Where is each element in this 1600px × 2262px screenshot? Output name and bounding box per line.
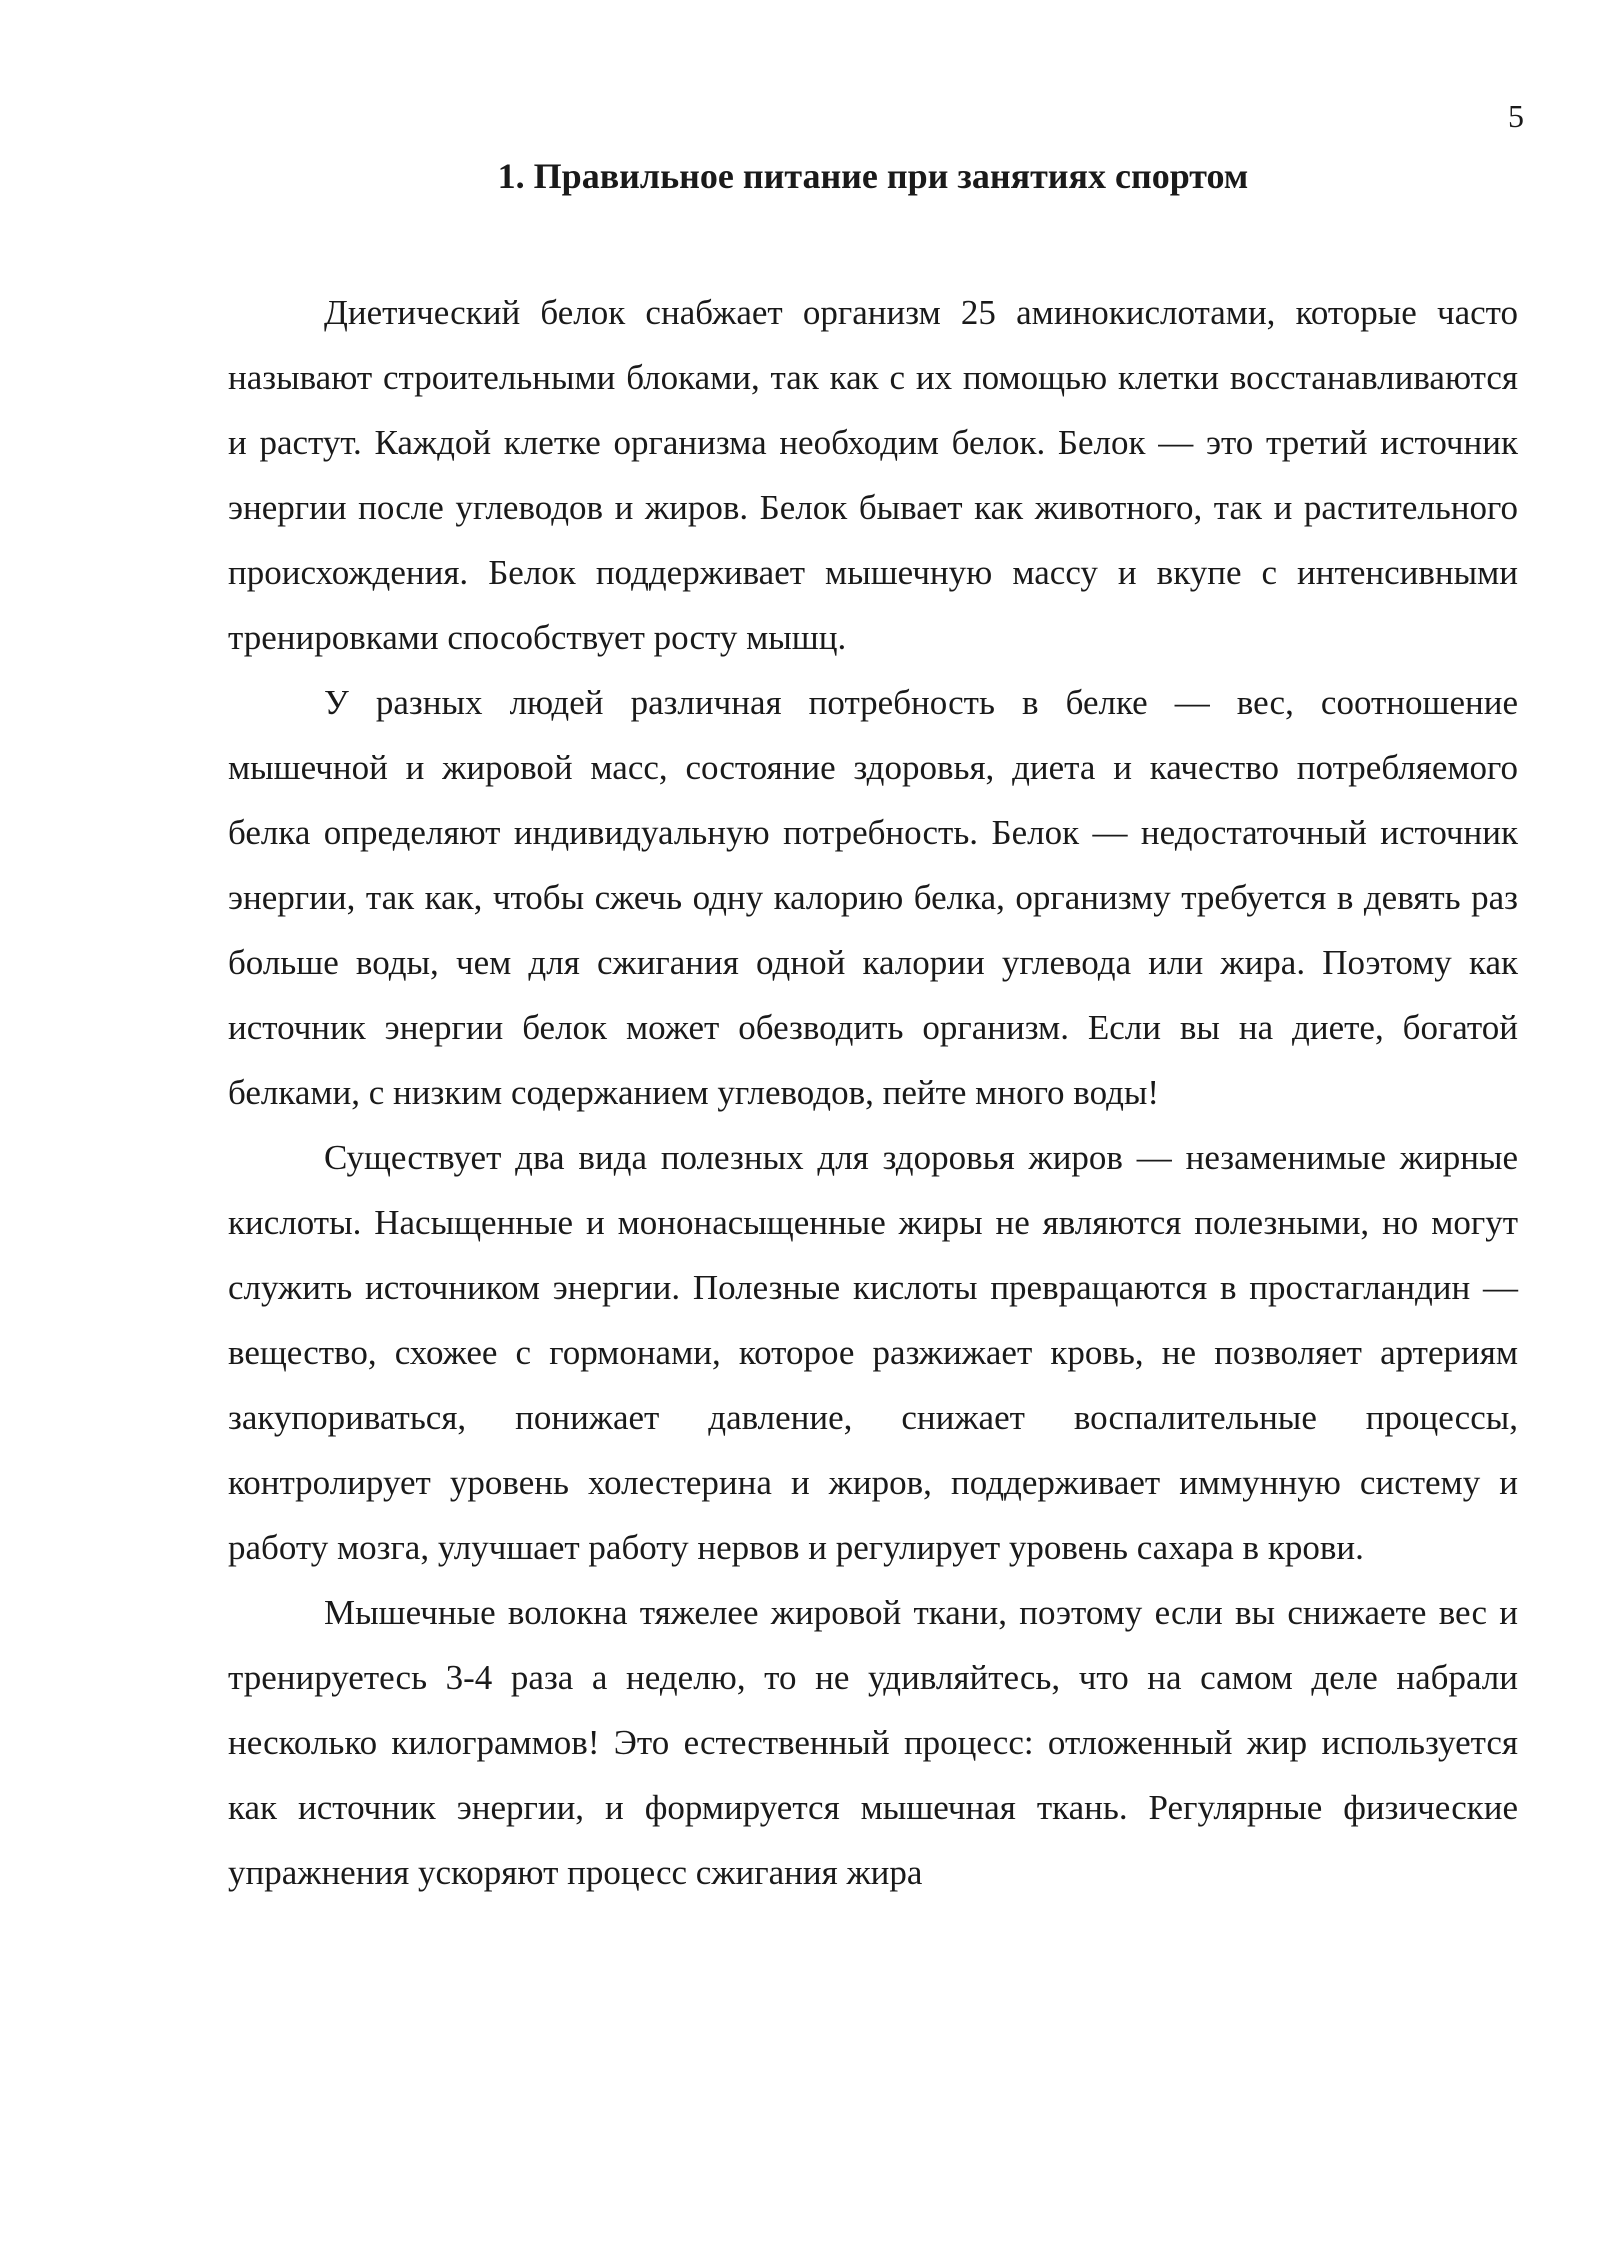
paragraph-protein-needs: У разных людей различная потребность в белке — вес, соотношение мышечной и жировой масс, состояние здоровья, диета и качество потребляемого белка определяют индивидуальную потребность. Белок — недостаточный источник энергии, так как, чтобы сжечь одну калорию белка, организму требуется в девять раз больше воды, чем для сжигания одной калории углевода или жира. Поэтому как источник энергии белок может обезводить организм. Если вы на диете, богатой белками, с низким содержанием углеводов, пейте много воды! [228, 683, 1518, 1112]
paragraph-muscle: Мышечные волокна тяжелее жировой ткани, поэтому если вы снижаете вес и тренируетесь 3-4 раза а неделю, то не удивляйтесь, что на самом деле набрали несколько килограммов! Это естественный процесс: отложенный жир используется как источник энергии, и формируется мышечная ткань. Регулярные физические упражнения ускоряют процесс сжигания жира [228, 1593, 1518, 1892]
page-number: 5 [1508, 98, 1524, 134]
paragraph-protein: Диетический белок снабжает организм 25 аминокислотами, которые часто называют строительными блоками, так как с их помощью клетки восстанавливаются и растут. Каждой клетке организма необходим белок. Белок — это третий источник энергии после углеводов и жиров. Белок бывает как животного, так и растительного происхождения. Белок поддерживает мышечную массу и вкупе с интенсивными тренировками способствует росту мышц. [228, 293, 1518, 657]
body-text [228, 280, 1518, 1905]
paragraph-fats: Существует два вида полезных для здоровья жиров — незаменимые жирные кислоты. Насыщенные и мононасыщенные жиры не являются полезными, но могут служить источником энергии. Полезные кислоты превращаются в простагландин — вещество, схожее с гормонами, которое разжижает кровь, не позволяет артериям закупориваться, понижает давление, снижает воспалительные процессы, контролирует уровень холестерина и жиров, поддерживает иммунную систему и работу мозга, улучшает работу нервов и регулирует уровень сахара в крови. [228, 1138, 1518, 1567]
section-heading: 1. Правильное питание при занятиях спортом [497, 156, 1249, 196]
